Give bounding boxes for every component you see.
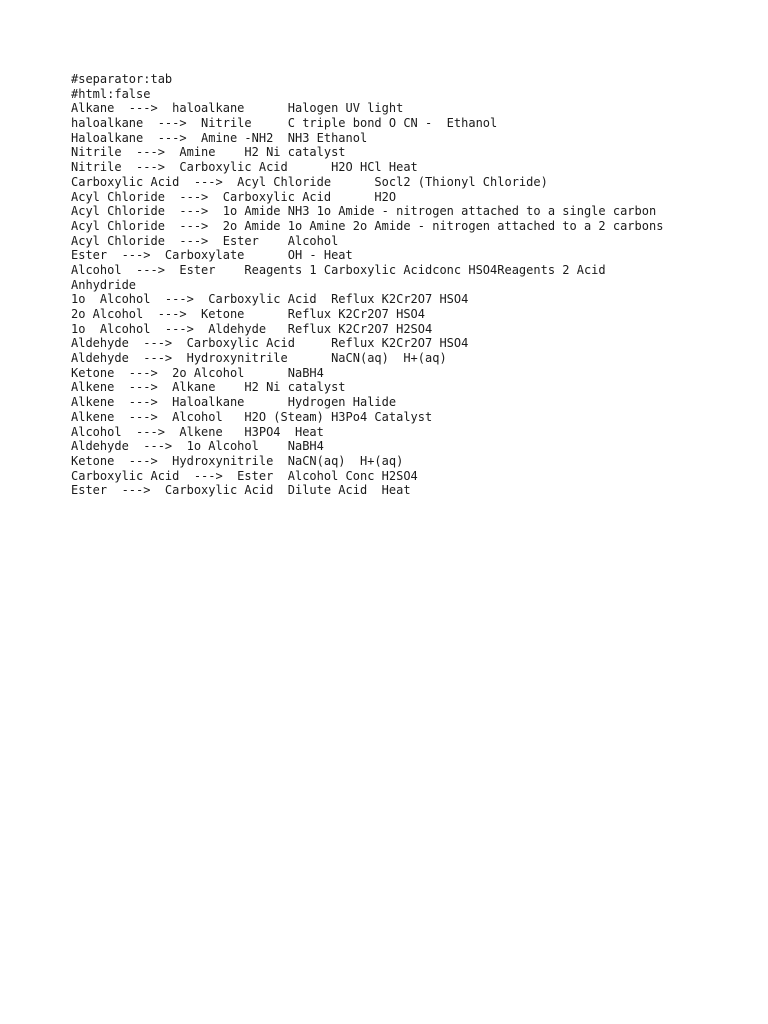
text-line: Carboxylic Acid ---> Ester Alcohol Conc H2SO4 [71,468,418,483]
text-line: Alkane ---> haloalkane Halogen UV light [71,101,404,116]
text-line: Acyl Chloride ---> Carboxylic Acid H2O [71,189,397,204]
document-page [71,72,751,498]
text-line: Nitrile ---> Carboxylic Acid H2O HCl Heat [71,160,418,175]
text-line: 1o Alcohol ---> Aldehyde Reflux K2Cr2O7 H2SO4 [71,321,433,336]
text-line: Nitrile ---> Amine H2 Ni catalyst [71,145,346,160]
text-line: Alkene ---> Alkane H2 Ni catalyst [71,380,346,395]
text-line: 1o Alcohol ---> Carboxylic Acid Reflux K2Cr2O7 HSO4 [71,292,469,307]
text-line: Ester ---> Carboxylate OH - Heat [71,248,353,263]
text-line: #separator:tab [71,72,173,86]
text-line: Aldehyde ---> 1o Alcohol NaBH4 [71,439,324,454]
text-line: Acyl Chloride ---> Ester Alcohol [71,233,339,248]
text-line: #html:false [71,86,151,101]
text-line: Aldehyde ---> Carboxylic Acid Reflux K2Cr2O7 HSO4 [71,336,469,351]
text-line: Alcohol ---> Ester Reagents 1 Carboxylic Acidconc HSO4Reagents 2 Acid [71,262,606,277]
text-line: Anhydride [71,277,137,292]
text-line: Haloalkane ---> Amine -NH2 NH3 Ethanol [71,130,368,145]
text-line: Aldehyde ---> Hydroxynitrile NaCN(aq) H+(aq) [71,351,447,366]
text-line: Ketone ---> 2o Alcohol NaBH4 [71,365,324,380]
text-line: Acyl Chloride ---> 2o Amide 1o Amine 2o Amide - nitrogen attached to a 2 carbons [71,218,664,233]
text-line: Alkene ---> Haloalkane Hydrogen Halide [71,395,397,410]
text-line: Alcohol ---> Alkene H3PO4 Heat [71,424,324,439]
text-line: Acyl Chloride ---> 1o Amide NH3 1o Amide - nitrogen attached to a single carbon [71,204,657,219]
text-line: haloalkane ---> Nitrile C triple bond O CN - Ethanol [71,116,498,131]
text-line: Alkene ---> Alcohol H2O (Steam) H3Po4 Catalyst [71,409,433,424]
text-line: Ketone ---> Hydroxynitrile NaCN(aq) H+(aq) [71,453,404,468]
text-line: Ester ---> Carboxylic Acid Dilute Acid Heat [71,483,411,498]
text-line: Carboxylic Acid ---> Acyl Chloride Socl2 (Thionyl Chloride) [71,174,548,189]
text-line: 2o Alcohol ---> Ketone Reflux K2Cr2O7 HSO4 [71,307,426,321]
